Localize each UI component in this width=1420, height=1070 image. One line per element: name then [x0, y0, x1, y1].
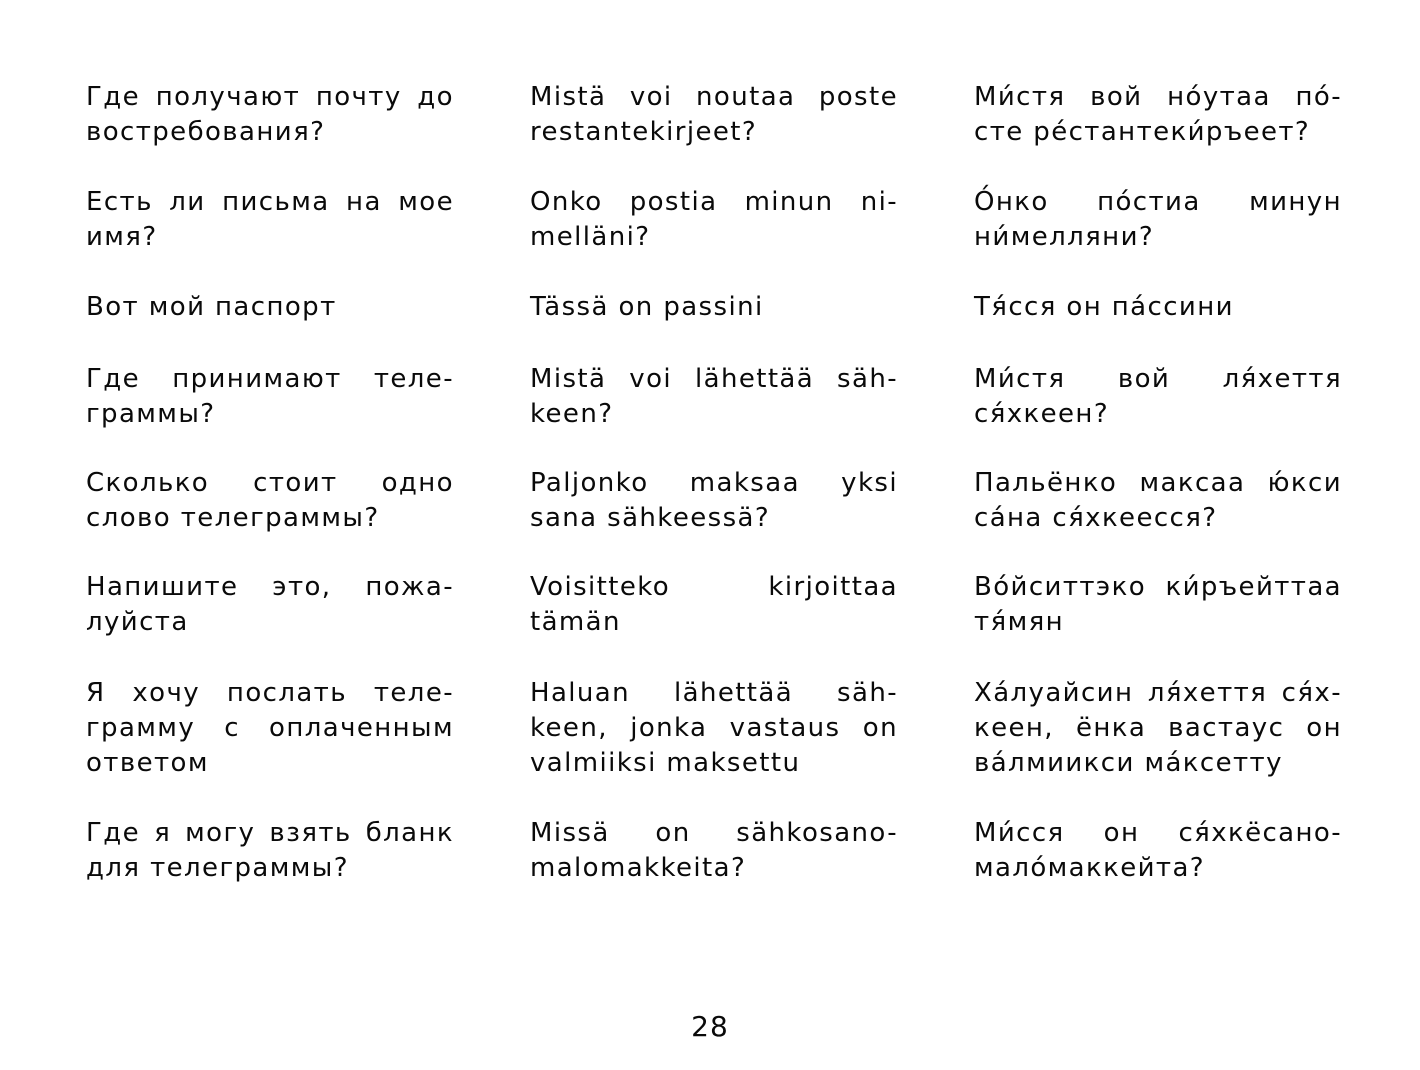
phrase-line: граммы? — [86, 399, 216, 429]
phrase-line: кеен, ёнка вастаус он — [974, 713, 1342, 743]
transcription-phrase — [974, 676, 1342, 781]
phrase-line: слово телеграммы? — [86, 503, 380, 533]
phrase-line: tämän — [530, 607, 621, 637]
russian-phrase — [86, 466, 454, 536]
phrase-line: Есть ли письма на мое — [86, 187, 454, 217]
phrase-row — [0, 362, 1420, 472]
finnish-phrase — [530, 80, 898, 150]
phrase-line: Missä on sähkosano- — [530, 818, 898, 848]
transcription-phrase — [974, 80, 1342, 150]
phrase-line: Напишите это, пожа- — [86, 572, 454, 602]
phrase-line: востребования? — [86, 117, 326, 147]
transcription-phrase — [974, 290, 1342, 325]
phrase-line: Ха́луайсин ля́хеття ся́х- — [974, 678, 1342, 708]
transcription-phrase — [974, 466, 1342, 536]
phrase-line: имя? — [86, 222, 158, 252]
phrase-line: Tässä on passini — [530, 292, 764, 322]
phrase-line: Haluan lähettää säh- — [530, 678, 898, 708]
phrase-line: сте ре́стантеки́ръеет? — [974, 117, 1311, 147]
phrase-line: Где получают почту до — [86, 82, 454, 112]
phrase-line: Ми́стя вой но́утаа по́- — [974, 82, 1342, 112]
phrase-line: тя́мян — [974, 607, 1065, 637]
phrase-line: Onko postia minun ni- — [530, 187, 898, 217]
phrase-line: Сколько стоит одно — [86, 468, 454, 498]
russian-phrase — [86, 570, 454, 640]
russian-phrase — [86, 185, 454, 255]
phrase-line: грамму с оплаченным — [86, 713, 454, 743]
phrase-line: мало́маккейта? — [974, 853, 1205, 883]
phrase-line: ся́хкеен? — [974, 399, 1110, 429]
transcription-phrase — [974, 570, 1342, 640]
phrase-line: О́нко по́стиа минун — [974, 187, 1342, 217]
phrase-line: restantekirjeet? — [530, 117, 758, 147]
finnish-phrase — [530, 816, 898, 886]
phrase-line: melläni? — [530, 222, 651, 252]
phrase-line: са́на ся́хкеесся? — [974, 503, 1218, 533]
russian-phrase — [86, 290, 454, 325]
phrase-line: Тя́сся он па́ссини — [974, 292, 1234, 322]
phrase-line: Ми́сся он ся́хкёсано- — [974, 818, 1342, 848]
transcription-phrase — [974, 816, 1342, 886]
russian-phrase — [86, 362, 454, 432]
phrase-row — [0, 676, 1420, 786]
phrase-line: Ми́стя вой ля́хеття — [974, 364, 1342, 394]
phrase-row — [0, 185, 1420, 295]
finnish-phrase — [530, 466, 898, 536]
phrase-line: Voisitteko kirjoittaa — [530, 572, 898, 602]
phrase-line: sana sähkeessä? — [530, 503, 771, 533]
russian-phrase — [86, 80, 454, 150]
phrase-line: ни́мелляни? — [974, 222, 1155, 252]
transcription-phrase — [974, 362, 1342, 432]
finnish-phrase — [530, 290, 898, 325]
phrase-line: Где принимают теле- — [86, 364, 454, 394]
finnish-phrase — [530, 185, 898, 255]
phrase-line: malomakkeita? — [530, 853, 747, 883]
phrase-row — [0, 570, 1420, 680]
phrase-line: луйста — [86, 607, 189, 637]
page-number: 28 — [691, 1010, 729, 1043]
phrase-row — [0, 466, 1420, 576]
phrase-line: keen, jonka vastaus on — [530, 713, 898, 743]
finnish-phrase — [530, 570, 898, 640]
finnish-phrase — [530, 362, 898, 432]
russian-phrase — [86, 816, 454, 886]
phrase-line: Mistä voi lähettää säh- — [530, 364, 898, 394]
phrase-line: для телеграммы? — [86, 853, 349, 883]
phrase-line: Где я могу взять бланк — [86, 818, 454, 848]
phrase-line: Paljonko maksaa yksi — [530, 468, 898, 498]
phrase-line: valmiiksi maksettu — [530, 748, 801, 778]
phrase-line: ва́лмиикси ма́ксетту — [974, 748, 1283, 778]
phrase-row — [0, 80, 1420, 190]
phrase-line: Пальёнко максаа ю́кси — [974, 468, 1342, 498]
phrase-line: Во́йситтэко ки́ръейттаа — [974, 572, 1342, 602]
phrase-line: keen? — [530, 399, 614, 429]
phrase-line: Я хочу послать теле- — [86, 678, 454, 708]
phrase-row — [0, 816, 1420, 926]
finnish-phrase — [530, 676, 898, 781]
phrase-line: ответом — [86, 748, 209, 778]
russian-phrase — [86, 676, 454, 781]
transcription-phrase — [974, 185, 1342, 255]
phrase-line: Mistä voi noutaa poste — [530, 82, 898, 112]
phrase-line: Вот мой паспорт — [86, 292, 337, 322]
